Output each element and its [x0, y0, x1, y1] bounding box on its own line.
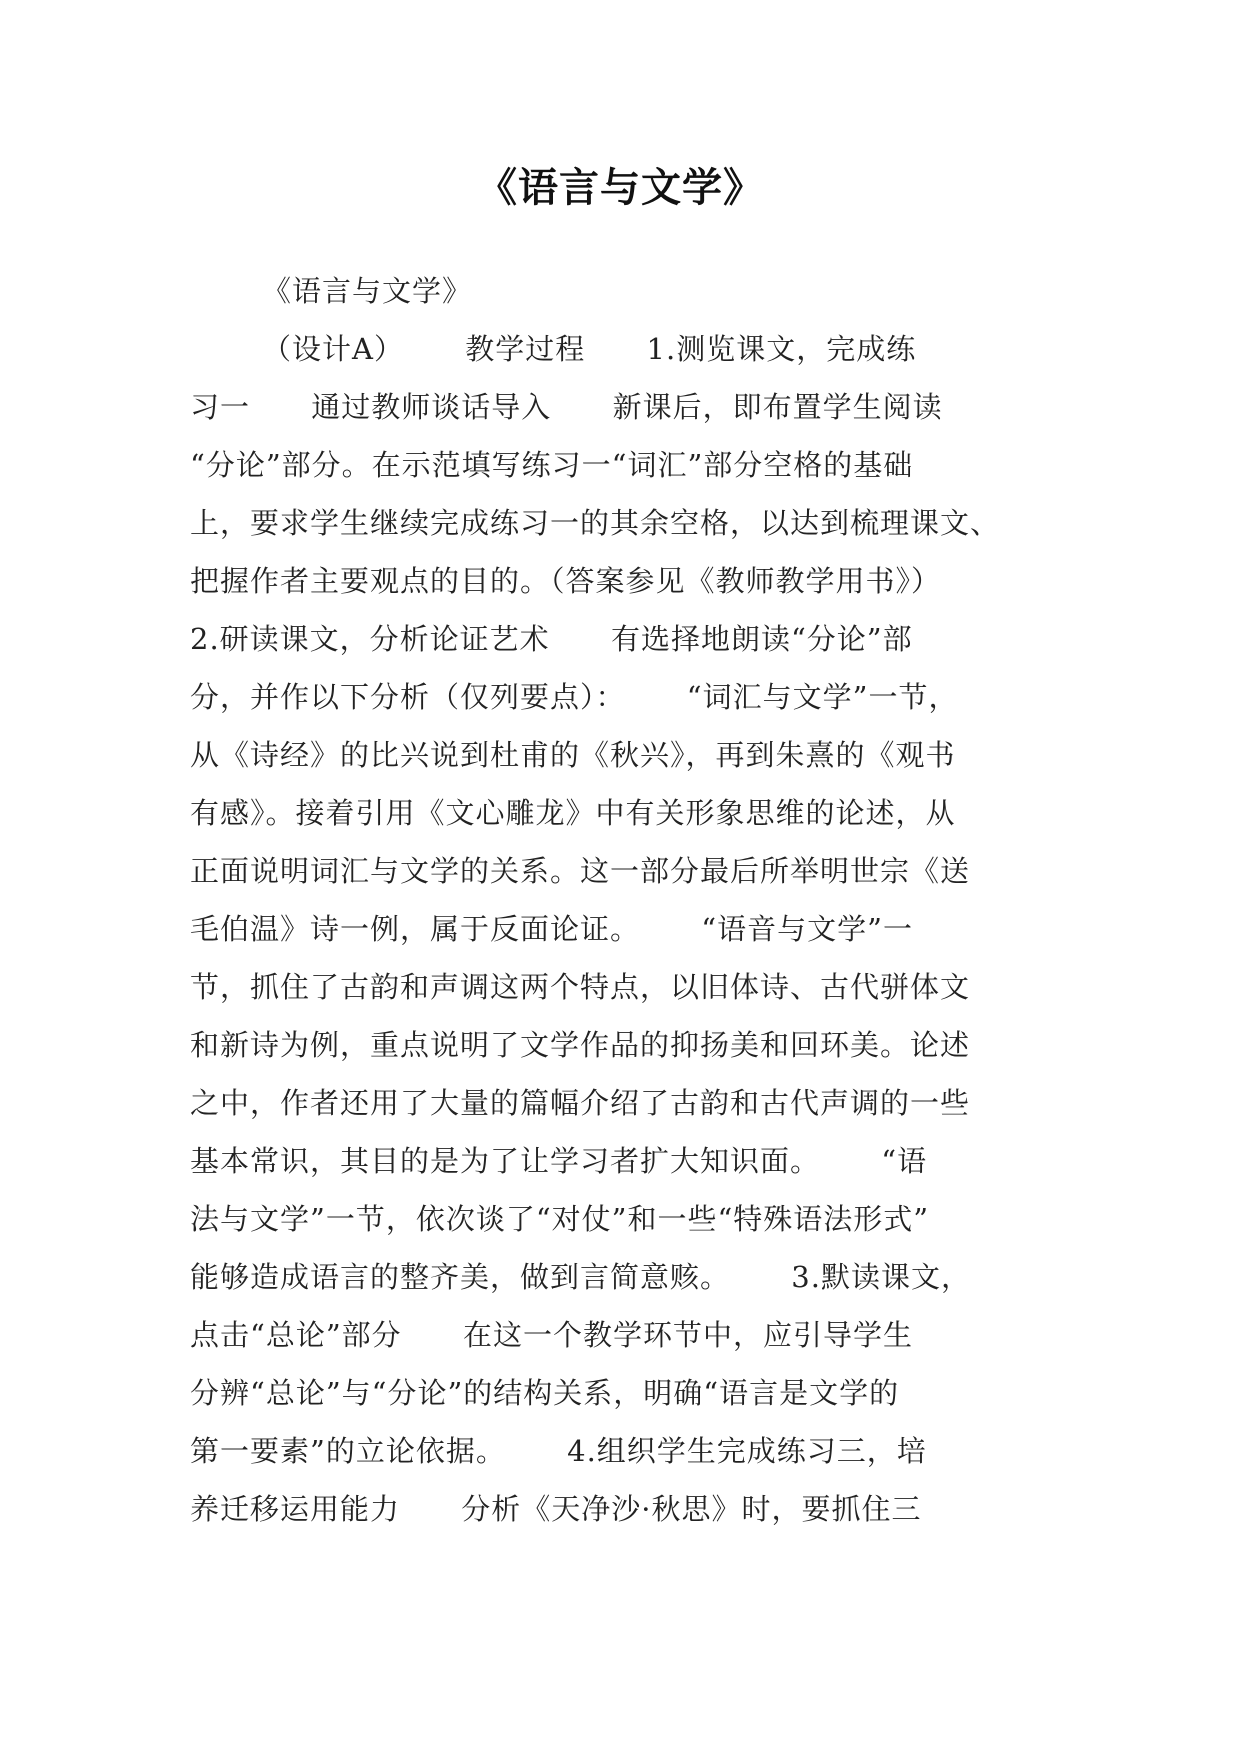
- body-line: 第一要素”的立论依据。 4.组织学生完成练习三，培: [190, 1434, 927, 1468]
- body-line: 分，并作以下分析（仅列要点）： “词汇与文学”一节，: [190, 680, 959, 714]
- body-line: 之中，作者还用了大量的篇幅介绍了古韵和古代声调的一些: [190, 1086, 971, 1120]
- body-line: 能够造成语言的整齐美，做到言简意赅。 3.默读课文，: [190, 1260, 971, 1294]
- body-line: 点击“总论”部分 在这一个教学环节中，应引导学生: [190, 1318, 913, 1352]
- body-line: 分辨“总论”与“分论”的结构关系，明确“语言是文学的: [190, 1376, 900, 1410]
- document-body: [190, 262, 1060, 1538]
- body-line: 毛伯温》诗一例，属于反面论证。 “语音与文学”一: [190, 912, 913, 946]
- body-line: （设计A） 教学过程 1.测览课文，完成练: [262, 332, 917, 366]
- body-line: 2.研读课文，分析论证艺术 有选择地朗读“分论”部: [190, 622, 913, 656]
- body-line: “分论”部分。在示范填写练习一“词汇”部分空格的基础: [190, 448, 914, 482]
- body-line: 上，要求学生继续完成练习一的其余空格，以达到梳理课文、: [190, 506, 1001, 540]
- body-line: 法与文学”一节，依次谈了“对仗”和一些“特殊语法形式”: [190, 1202, 930, 1236]
- body-line: 从《诗经》的比兴说到杜甫的《秋兴》，再到朱熹的《观书: [190, 738, 956, 772]
- body-line: 把握作者主要观点的目的。（答案参见《教师教学用书》）: [190, 564, 942, 598]
- body-line: 养迁移运用能力 分析《天净沙·秋思》时，要抓住三: [190, 1492, 922, 1526]
- body-line: 有感》。接着引用《文心雕龙》中有关形象思维的论述，从: [190, 796, 956, 830]
- body-line: 基本常识，其目的是为了让学习者扩大知识面。 “语: [190, 1144, 928, 1178]
- body-line: 正面说明词汇与文学的关系。这一部分最后所举明世宗《送: [190, 854, 971, 888]
- body-line: 习一 通过教师谈话导入 新课后，即布置学生阅读: [190, 390, 943, 424]
- body-line: 《语言与文学》: [262, 274, 473, 308]
- document-title: 《语言与文学》: [477, 164, 764, 211]
- body-line: 和新诗为例，重点说明了文学作品的抑扬美和回环美。论述: [190, 1028, 971, 1062]
- body-line: 节，抓住了古韵和声调这两个特点，以旧体诗、古代骈体文: [190, 970, 971, 1004]
